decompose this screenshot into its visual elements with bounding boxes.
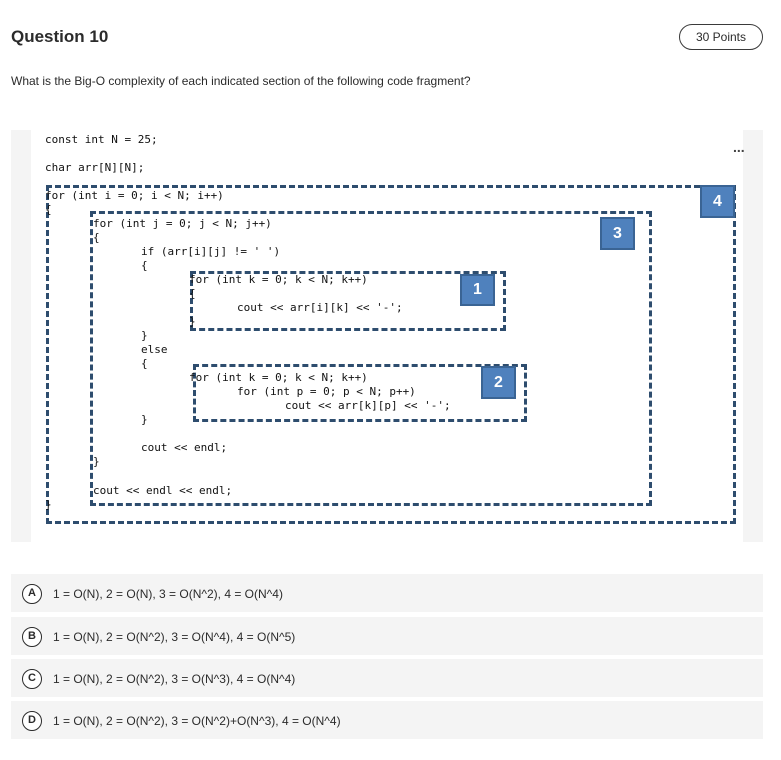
code-brace-close-j: }: [93, 455, 100, 468]
code-brace-open-i: {: [45, 203, 52, 216]
code-cout1: cout << arr[i][k] << '-';: [237, 301, 403, 314]
answer-option-d[interactable]: [11, 701, 763, 739]
option-text: 1 = O(N), 2 = O(N^2), 3 = O(N^3), 4 = O(N^4): [53, 672, 296, 686]
option-text: 1 = O(N), 2 = O(N), 3 = O(N^2), 4 = O(N^4): [53, 587, 283, 601]
code-for-k1: for (int k = 0; k < N; k++): [189, 273, 368, 286]
code-brace-open-if: {: [141, 259, 148, 272]
code-brace-close-i: }: [45, 498, 52, 511]
code-line-const: const int N = 25;: [45, 133, 158, 146]
code-for-k2: for (int k = 0; k < N; k++): [189, 371, 368, 384]
code-for-j: for (int j = 0; j < N; j++): [93, 217, 272, 230]
section-3-badge: 3: [600, 217, 635, 250]
answer-option-c[interactable]: [11, 659, 763, 697]
option-letter: B: [22, 627, 42, 647]
option-letter: C: [22, 669, 42, 689]
code-line-arr: char arr[N][N];: [45, 161, 145, 174]
code-brace-open-else: {: [141, 357, 148, 370]
code-else: else: [141, 343, 168, 356]
option-letter: D: [22, 711, 42, 731]
code-cout-endl: cout << endl;: [141, 441, 228, 454]
answer-option-a[interactable]: [11, 574, 763, 612]
code-brace-close-k1: }: [189, 315, 196, 328]
section-1-badge: 1: [460, 274, 495, 306]
points-badge: 30 Points: [679, 24, 763, 50]
code-brace-open-k1: {: [189, 287, 196, 300]
code-if: if (arr[i][j] != ' '): [141, 245, 281, 258]
section-2-badge: 2: [481, 366, 516, 399]
code-brace-close-if: }: [141, 329, 148, 342]
section-4-badge: 4: [700, 185, 735, 218]
option-text: 1 = O(N), 2 = O(N^2), 3 = O(N^2)+O(N^3), 4 = O(N^4): [53, 714, 341, 728]
answer-option-b[interactable]: [11, 617, 763, 655]
more-options-icon[interactable]: ...: [733, 139, 745, 155]
question-title: Question 10: [11, 27, 109, 46]
option-text: 1 = O(N), 2 = O(N^2), 3 = O(N^4), 4 = O(N^5): [53, 630, 296, 644]
code-image-panel: [11, 130, 763, 542]
question-prompt: What is the Big-O complexity of each indicated section of the following code fragment?: [11, 74, 471, 88]
option-letter: A: [22, 584, 42, 604]
code-brace-close-else: }: [141, 413, 148, 426]
code-brace-open-j: {: [93, 231, 100, 244]
code-image: [31, 130, 743, 542]
code-cout-endl2: cout << endl << endl;: [93, 484, 233, 497]
code-for-p: for (int p = 0; p < N; p++): [237, 385, 416, 398]
code-for-i: for (int i = 0; i < N; i++): [45, 189, 224, 202]
code-cout2: cout << arr[k][p] << '-';: [285, 399, 451, 412]
